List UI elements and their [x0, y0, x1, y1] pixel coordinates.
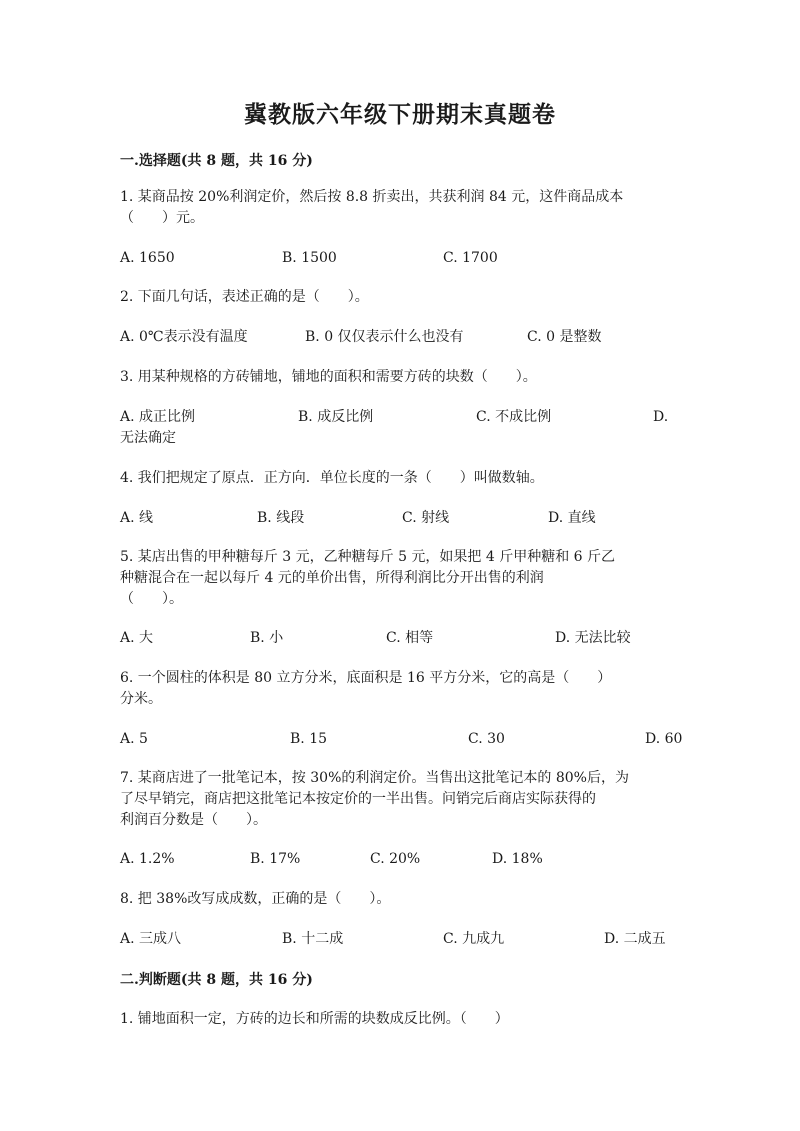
- question-text: 8. 把 38%改写成成数，正确的是（ ）。: [120, 891, 391, 907]
- option-d: D. 无法比较: [555, 630, 631, 646]
- question-text: 2. 下面几句话，表述正确的是（ ）。: [120, 289, 369, 305]
- option-a: A. 大: [120, 630, 154, 646]
- option-c: C. 相等: [386, 630, 434, 646]
- question-text: 种糖混合在一起以每斤 4 元的单价出售，所得利润比分开出售的利润: [120, 570, 544, 586]
- section-heading-judgement: 二.判断题(共 8 题，共 16 分): [120, 972, 313, 988]
- question-text: 了尽早销完，商店把这批笔记本按定价的一半出售。问销完后商店实际获得的: [120, 791, 596, 807]
- option-b: B. 1500: [282, 250, 337, 266]
- option-a: A. 三成八: [120, 931, 182, 947]
- option-c: C. 0 是整数: [527, 329, 602, 345]
- option-c: C. 30: [468, 731, 505, 747]
- question-text: 分米。: [120, 691, 162, 707]
- option-d: D. 直线: [548, 510, 596, 526]
- question-text: 1. 某商品按 20%利润定价，然后按 8.8 折卖出，共获利润 84 元，这件商品成本: [120, 189, 624, 205]
- option-b: B. 15: [290, 731, 328, 747]
- question-text: （ ）。: [120, 591, 183, 607]
- question-text: 4. 我们把规定了原点．正方向．单位长度的一条（ ）叫做数轴。: [120, 470, 544, 486]
- option-b: B. 线段: [257, 510, 305, 526]
- option-d-text: 无法确定: [120, 430, 176, 446]
- option-a: A. 线: [120, 510, 154, 526]
- question-text: 利润百分数是（ ）。: [120, 812, 267, 828]
- option-b: B. 成反比例: [298, 409, 374, 425]
- option-c: C. 九成九: [443, 931, 505, 947]
- page-title: 冀教版六年级下册期末真题卷: [244, 101, 556, 128]
- option-d: D.: [653, 409, 669, 425]
- option-a: A. 1.2%: [120, 851, 175, 867]
- option-a: A. 5: [120, 731, 148, 747]
- option-a: A. 0℃表示没有温度: [120, 329, 248, 345]
- option-b: B. 0 仅仅表示什么也没有: [305, 329, 464, 345]
- option-c: C. 20%: [370, 851, 421, 867]
- option-b: B. 17%: [250, 851, 301, 867]
- question-text: 7. 某商店进了一批笔记本，按 30%的利润定价。当售出这批笔记本的 80%后，为: [120, 770, 629, 786]
- option-d: D. 18%: [492, 851, 543, 867]
- option-b: B. 十二成: [282, 931, 344, 947]
- option-a: A. 1650: [120, 250, 175, 266]
- option-a: A. 成正比例: [120, 409, 196, 425]
- option-b: B. 小: [250, 630, 284, 646]
- question-text: 1. 铺地面积一定，方砖的边长和所需的块数成反比例。（ ）: [120, 1011, 509, 1027]
- option-d: D. 60: [645, 731, 683, 747]
- question-text: 3. 用某种规格的方砖铺地，铺地的面积和需要方砖的块数（ ）。: [120, 369, 537, 385]
- question-text: 5. 某店出售的甲种糖每斤 3 元，乙种糖每斤 5 元，如果把 4 斤甲种糖和 6 斤乙: [120, 549, 616, 565]
- question-text: （ ）元。: [120, 210, 204, 226]
- option-c: C. 1700: [443, 250, 498, 266]
- option-d: D. 二成五: [604, 931, 666, 947]
- option-c: C. 不成比例: [476, 409, 552, 425]
- question-text: 6. 一个圆柱的体积是 80 立方分米，底面积是 16 平方分米，它的高是（ ）: [120, 670, 612, 686]
- section-heading-choice: 一.选择题(共 8 题，共 16 分): [120, 153, 313, 169]
- option-c: C. 射线: [402, 510, 450, 526]
